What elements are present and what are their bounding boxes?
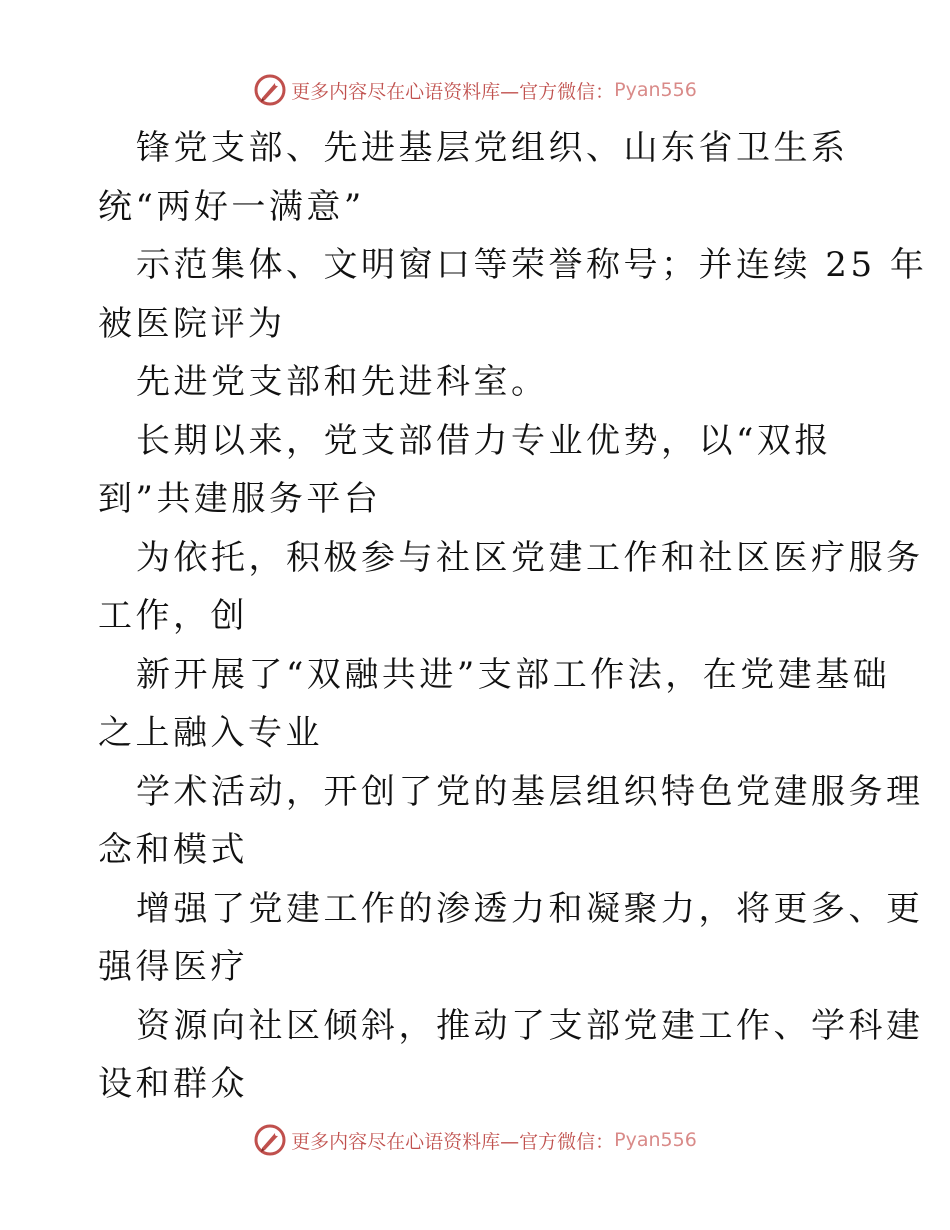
paragraph-line: 被医院评为	[98, 303, 286, 344]
paragraph-line: 强得医疗	[98, 947, 248, 987]
paragraph-line: 锋党支部、先进基层党组织、山东省卫生系	[136, 128, 849, 168]
paragraph-line: 工作，创	[98, 596, 248, 636]
paragraph-line: 增强了党建工作的渗透力和凝聚力，将更多、更	[136, 888, 924, 929]
paragraph-line: 念和模式	[98, 830, 248, 870]
paragraph-line: 长期以来，党支部借力专业优势，以“双报	[136, 420, 832, 461]
pen-logo-icon	[253, 1123, 287, 1157]
paragraph-line: 到”共建服务平台	[98, 479, 382, 519]
paragraph-line: 先进党支部和先进科室。	[136, 362, 549, 402]
paragraph-line: 之上融入专业	[98, 713, 323, 753]
paragraph-line: 示范集体、文明窗口等荣誉称号；并连续 25 年	[136, 245, 928, 285]
paragraph-line: 新开展了“双融共进”支部工作法，在党建基础	[136, 654, 891, 695]
watermark-handle: Pyan556	[614, 79, 697, 101]
paragraph-line: 资源向社区倾斜，推动了支部党建工作、学科建	[136, 1005, 924, 1046]
paragraph-line: 为依托，积极参与社区党建工作和社区医疗服务	[136, 537, 924, 578]
watermark-text: 更多内容尽在心语资料库—官方微信：	[291, 80, 615, 103]
footer-watermark	[0, 1120, 950, 1160]
watermark-text: 更多内容尽在心语资料库—官方微信：	[291, 1130, 615, 1153]
header-watermark	[0, 70, 950, 110]
pen-logo-icon	[253, 73, 287, 107]
paragraph-line: 统“两好一满意”	[98, 186, 365, 227]
paragraph-line: 设和群众	[98, 1064, 248, 1104]
watermark-handle: Pyan556	[614, 1129, 697, 1151]
paragraph-line: 学术活动，开创了党的基层组织特色党建服务理	[136, 771, 924, 812]
